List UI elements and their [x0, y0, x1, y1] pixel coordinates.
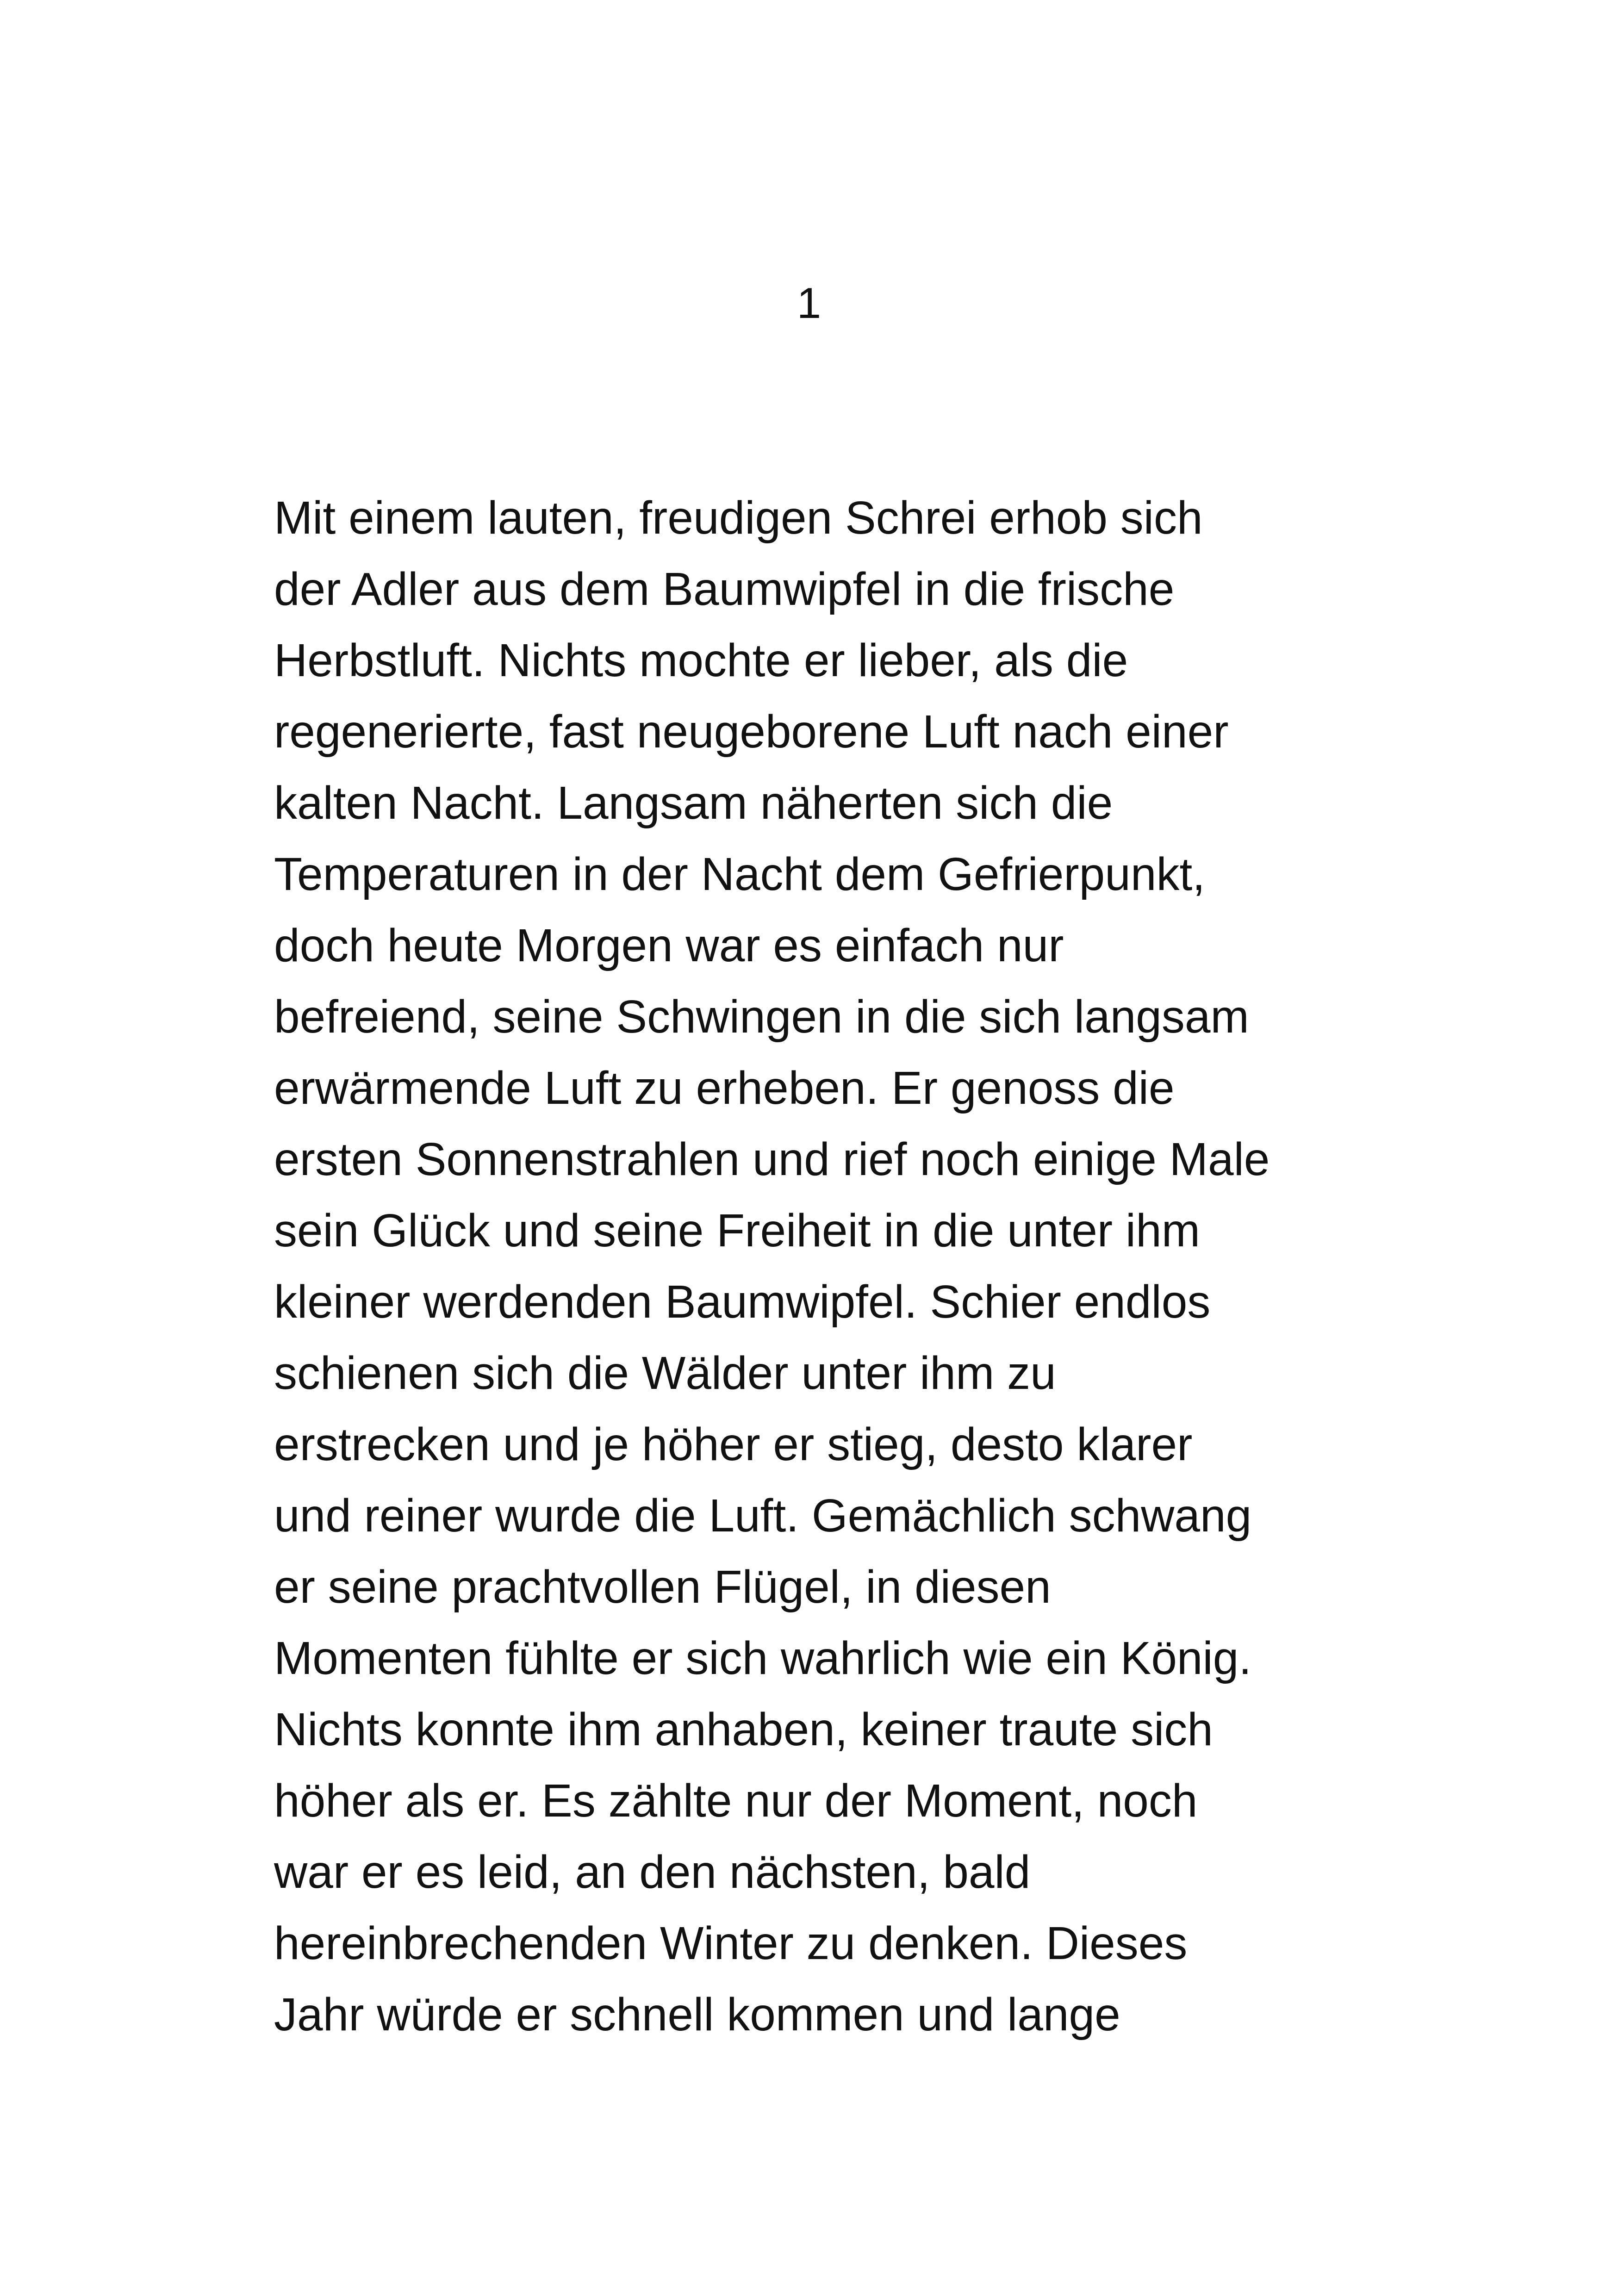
text-line: Herbstluft. Nichts mochte er lieber, als die: [274, 635, 1128, 686]
text-line: hereinbrechenden Winter zu denken. Dieses: [274, 1917, 1188, 1969]
text-line: Mit einem lauten, freudigen Schrei erhob sich: [274, 492, 1203, 544]
text-line: sein Glück und seine Freiheit in die unter ihm: [274, 1205, 1201, 1257]
page-number: 1: [797, 279, 821, 327]
text-line: kleiner werdenden Baumwipfel. Schier endlos: [274, 1276, 1211, 1328]
body-text: [274, 482, 1394, 2050]
text-line: und reiner wurde die Luft. Gemächlich schwang: [274, 1490, 1252, 1542]
text-line: er seine prachtvollen Flügel, in diesen: [274, 1561, 1051, 1613]
text-line: schienen sich die Wälder unter ihm zu: [274, 1347, 1056, 1399]
text-line: Nichts konnte ihm anhaben, keiner traute sich: [274, 1704, 1213, 1755]
text-line: war er es leid, an den nächsten, bald: [274, 1846, 1031, 1898]
text-line: Temperaturen in der Nacht dem Gefrierpunkt,: [274, 848, 1206, 900]
text-line: erwärmende Luft zu erheben. Er genoss die: [274, 1062, 1175, 1114]
text-line: regenerierte, fast neugeborene Luft nach einer: [274, 706, 1229, 758]
text-line: höher als er. Es zählte nur der Moment, noch: [274, 1775, 1198, 1827]
text-line: Jahr würde er schnell kommen und lange: [274, 1989, 1120, 2041]
text-line: Momenten fühlte er sich wahrlich wie ein König.: [274, 1632, 1252, 1684]
text-line: der Adler aus dem Baumwipfel in die frische: [274, 563, 1175, 615]
text-line: befreiend, seine Schwingen in die sich langsam: [274, 991, 1249, 1043]
text-line: kalten Nacht. Langsam näherten sich die: [274, 777, 1113, 829]
text-line: doch heute Morgen war es einfach nur: [274, 920, 1064, 971]
text-line: erstrecken und je höher er stieg, desto klarer: [274, 1419, 1193, 1470]
text-line: ersten Sonnenstrahlen und rief noch einige Male: [274, 1133, 1270, 1185]
